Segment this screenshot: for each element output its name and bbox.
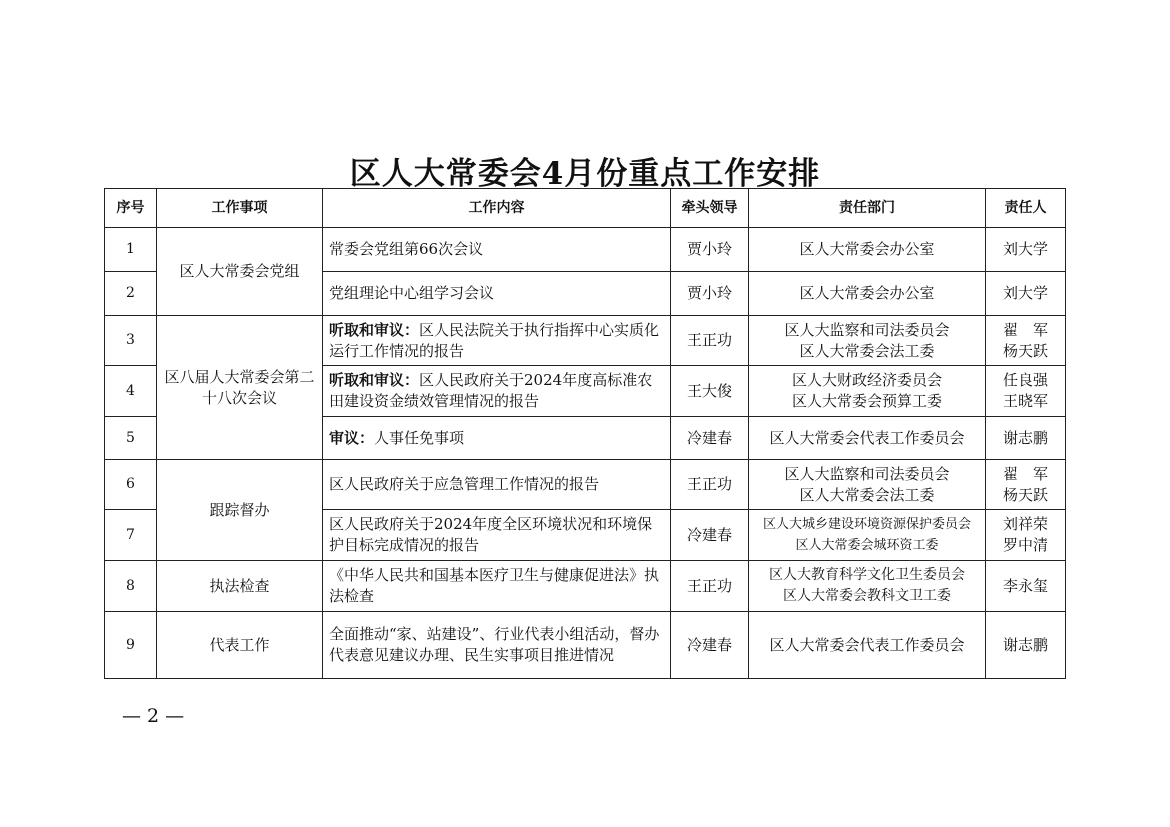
row-item: 区八届人大常委会第二十八次会议 — [157, 316, 323, 460]
table-row — [105, 561, 1066, 612]
content-text: 《中华人民共和国基本医疗卫生与健康促进法》执法检查 — [329, 566, 660, 605]
row-dept — [749, 510, 986, 561]
content-lead: 审议： — [329, 428, 375, 447]
row-leader: 王正功 — [671, 316, 749, 366]
header-item: 工作事项 — [157, 189, 323, 228]
content-text: 区人民政府关于2024年度全区环境状况和环境保护目标完成情况的报告 — [329, 515, 653, 554]
dept-line: 区人大常委会代表工作委员会 — [769, 635, 965, 654]
person-line: 谢志鹏 — [1002, 635, 1048, 654]
row-dept — [749, 612, 986, 679]
header-leader: 牵头领导 — [671, 189, 749, 228]
row-leader: 冷建春 — [671, 510, 749, 561]
dept-line: 区人大监察和司法委员会 — [784, 320, 950, 339]
table-header-row — [105, 189, 1066, 228]
dept-line: 区人大财政经济委员会 — [791, 371, 942, 389]
dept-line: 区人大常委会办公室 — [799, 284, 935, 302]
person-line: 刘大学 — [1002, 284, 1048, 302]
row-content — [323, 272, 671, 316]
row-content — [323, 510, 671, 561]
row-no: 4 — [105, 366, 157, 417]
content-text: 人事任免事项 — [374, 428, 465, 447]
row-person — [986, 460, 1066, 510]
content-text: 全面推动“家、站建设”、行业代表小组活动，督办代表意见建议办理、民生实事项目推进情况 — [329, 625, 660, 664]
header-dept: 责任部门 — [749, 189, 986, 228]
header-content: 工作内容 — [323, 189, 671, 228]
content-lead: 听取和审议： — [329, 320, 420, 339]
content-lead: 听取和审议： — [329, 371, 420, 389]
row-dept — [749, 366, 986, 417]
row-no: 1 — [105, 228, 157, 272]
row-content — [323, 316, 671, 366]
row-content — [323, 366, 671, 417]
person-line: 谢志鹏 — [1002, 428, 1048, 447]
row-dept — [749, 316, 986, 366]
header-no: 序号 — [105, 189, 157, 228]
row-item: 区人大常委会党组 — [157, 228, 323, 316]
row-dept — [749, 228, 986, 272]
row-dept — [749, 417, 986, 460]
person-line: 刘祥荣 — [1002, 515, 1048, 533]
row-person — [986, 272, 1066, 316]
row-leader: 王正功 — [671, 460, 749, 510]
content-text: 党组理论中心组学习会议 — [329, 284, 495, 302]
row-item: 代表工作 — [157, 612, 323, 679]
row-leader: 王大俊 — [671, 366, 749, 417]
row-person — [986, 417, 1066, 460]
person-line: 杨天跃 — [1002, 341, 1048, 360]
person-line: 杨天跃 — [1002, 485, 1048, 504]
row-item: 跟踪督办 — [157, 460, 323, 561]
row-dept — [749, 561, 986, 612]
row-person — [986, 228, 1066, 272]
content-text: 区人民政府关于应急管理工作情况的报告 — [329, 475, 600, 493]
dept-line: 区人大教育科学文化卫生委员会 — [769, 567, 965, 583]
dept-line: 区人大常委会代表工作委员会 — [769, 428, 965, 447]
person-line: 刘大学 — [1002, 240, 1048, 258]
header-person: 责任人 — [986, 189, 1066, 228]
dept-line: 区人大常委会教科文卫工委 — [783, 588, 951, 604]
dept-line: 区人大常委会城环资工委 — [795, 538, 939, 553]
row-no: 2 — [105, 272, 157, 316]
table-row — [105, 228, 1066, 272]
table-row — [105, 316, 1066, 366]
person-line: 任良强 — [1002, 371, 1048, 389]
person-line: 罗中清 — [1002, 536, 1048, 554]
dept-line: 区人大常委会法工委 — [799, 341, 935, 360]
row-leader: 贾小玲 — [671, 228, 749, 272]
content-text: 常委会党组第66次会议 — [329, 240, 484, 258]
row-content — [323, 460, 671, 510]
work-plan-table — [104, 188, 1066, 679]
person-line: 李永玺 — [1002, 576, 1048, 595]
person-line: 王晓军 — [1002, 392, 1048, 410]
person-line: 翟 军 — [1002, 320, 1048, 339]
row-leader: 王正功 — [671, 561, 749, 612]
row-content — [323, 417, 671, 460]
row-content — [323, 561, 671, 612]
document-title: 区人大常委会4月份重点工作安排 — [349, 156, 821, 192]
row-dept — [749, 460, 986, 510]
row-person — [986, 366, 1066, 417]
person-line: 翟 军 — [1002, 464, 1048, 483]
row-item: 执法检查 — [157, 561, 323, 612]
row-leader: 贾小玲 — [671, 272, 749, 316]
row-content — [323, 612, 671, 679]
page-number: — 2 — — [122, 705, 185, 727]
dept-line: 区人大常委会办公室 — [799, 240, 935, 258]
row-no: 9 — [105, 612, 157, 679]
content-text: 区人民法院关于执行指挥中心实质化运行工作情况的报告 — [329, 320, 660, 360]
table-row — [105, 460, 1066, 510]
row-dept — [749, 272, 986, 316]
row-leader: 冷建春 — [671, 612, 749, 679]
row-person — [986, 510, 1066, 561]
row-no: 6 — [105, 460, 157, 510]
row-no: 8 — [105, 561, 157, 612]
content-text: 区人民政府关于2024年度高标准农田建设资金绩效管理情况的报告 — [329, 371, 653, 410]
dept-line: 区人大城乡建设环境资源保护委员会 — [762, 517, 971, 532]
dept-line: 区人大常委会法工委 — [799, 485, 935, 504]
row-person — [986, 316, 1066, 366]
table-row — [105, 612, 1066, 679]
dept-line: 区人大常委会预算工委 — [791, 392, 942, 410]
row-person — [986, 561, 1066, 612]
dept-line: 区人大监察和司法委员会 — [784, 464, 950, 483]
row-person — [986, 612, 1066, 679]
row-no: 5 — [105, 417, 157, 460]
row-no: 7 — [105, 510, 157, 561]
row-content — [323, 228, 671, 272]
row-no: 3 — [105, 316, 157, 366]
row-leader: 冷建春 — [671, 417, 749, 460]
